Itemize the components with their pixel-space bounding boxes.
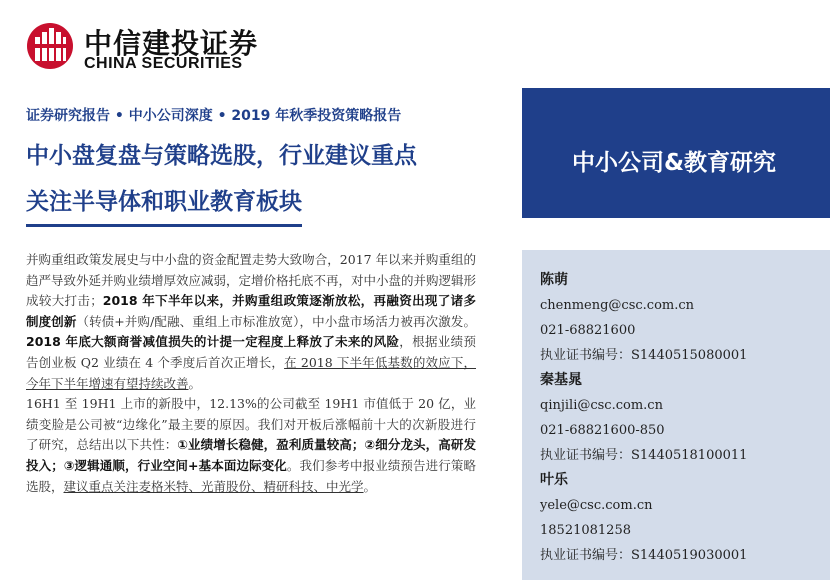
company-logo <box>26 22 286 74</box>
report-summary <box>26 250 476 497</box>
paragraph-text: 。 <box>188 375 202 391</box>
report-title-line-1: 中小盘复盘与策略选股，行业建议重点 <box>26 143 417 169</box>
report-title <box>26 133 506 227</box>
paragraph-text: 16H1 至 19H1 上市的新股中，12.13%的公司截至 19H1 市值低于 20 亿，业绩变脸是公司被“边缘化”最主要的原因。我们对开板后涨幅前十大的次新股进行了研究，总结出以下共性： <box>26 396 476 453</box>
analyst-license: 执业证书编号：S1440515080001 <box>540 348 748 363</box>
analyst-phone: 18521081258 <box>540 523 631 538</box>
paragraph-text: ，根据业绩预告创业板 Q2 业绩在 4 个季度后首次正增长， <box>26 334 476 370</box>
paragraph-text: （转债+并购/配融、重组上市标准放宽），中小盘市场活力被再次激发。 <box>76 313 476 329</box>
underlined-text: 建议重点关注麦格米特、光莆股份、精研科技、中光学 <box>63 478 364 494</box>
paragraph-text: 并购重组政策发展史与中小盘的资金配置走势大致吻合，2017 年以来并购重组的趋严导致外延并购业绩增厚效应减弱，定增价格托底不再，对中小盘的并购逻辑形成较大打击； <box>26 252 477 309</box>
highlight-text: ①业绩增长稳健，盈利质量较高；②细分龙头，高研发投入；③逻辑通顺，行业空间+基本面边际变化 <box>26 437 476 473</box>
report-series: 证券研究报告 • 中小公司深度 • 2019 年秋季投资策略报告 <box>26 108 402 124</box>
highlight-text: 2018 年底大额商誉减值损失的计提一定程度上释放了未来的风险 <box>26 334 400 350</box>
summary-paragraph-1 <box>26 250 476 394</box>
sector-title: 中小公司&教育研究 <box>572 150 777 176</box>
highlight-text: 2018 年下半年以来，并购重组政策逐渐放松，再融资出现了诸多制度创新 <box>26 293 476 329</box>
analyst-email[interactable]: chenmeng@csc.com.cn <box>540 298 695 313</box>
underlined-text: 在 2018 下半年低基数的效应下，今年下半年增速有望持续改善 <box>26 354 476 391</box>
analyst-name: 陈萌 <box>540 272 568 288</box>
analyst-entry <box>540 368 747 468</box>
analyst-email[interactable]: yele@csc.com.cn <box>540 498 653 513</box>
analyst-email[interactable]: qinjili@csc.com.cn <box>540 398 663 413</box>
analyst-license: 执业证书编号：S1440518100011 <box>540 448 748 463</box>
analyst-license: 执业证书编号：S1440519030001 <box>540 548 748 563</box>
paragraph-text: 。我们参考中报业绩预告进行策略选股， <box>26 457 476 494</box>
report-title-line-2: 关注半导体和职业教育板块 <box>26 182 302 227</box>
summary-paragraph-2 <box>26 394 476 497</box>
analyst-name: 秦基晁 <box>540 372 582 388</box>
analyst-phone: 021-68821600 <box>540 323 636 338</box>
analyst-entry <box>540 468 747 568</box>
logo-english-name: CHINA SECURITIES <box>84 55 243 72</box>
analyst-name: 叶乐 <box>540 472 568 488</box>
analyst-entry <box>540 268 747 368</box>
logo-chinese-name: 中信建投证券 <box>84 27 259 60</box>
analyst-list <box>540 268 747 568</box>
paragraph-text: 。 <box>363 478 377 494</box>
analyst-phone: 021-68821600-850 <box>540 423 665 438</box>
china-securities-logo-icon <box>26 22 74 70</box>
